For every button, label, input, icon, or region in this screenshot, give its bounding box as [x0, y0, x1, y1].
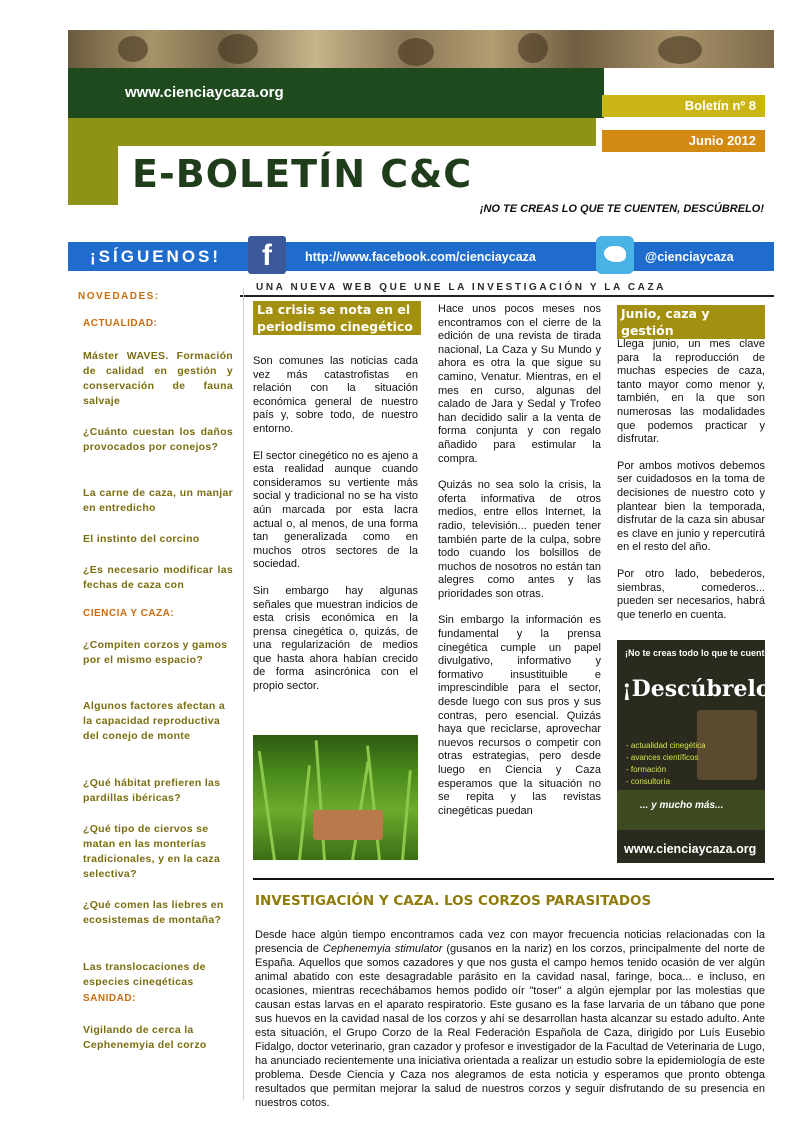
paragraph: Llega junio, un mes clave para la reproducción de muchas especies de caza, tanto mayor como menor y, también, en la que son numerosas las modalidades que podemos practicar y disfrutar. [617, 338, 765, 446]
promo-list-item: - avances científicos [626, 753, 699, 762]
article-column [438, 303, 601, 853]
grass-photo [253, 735, 418, 860]
sidebar-link[interactable]: ¿Es necesario modificar las fechas de caza con [83, 564, 233, 591]
facebook-icon[interactable]: f [248, 236, 286, 274]
paragraph: Hace unos pocos meses nos encontramos con el cierre de la edición de una revista de tirada nacional, La Caza y Su Mundo y ahora es otra la que sigue su camino, Venatur. Mientras, en el mes en curso, algunas del calado de Jara y Sedal y Trofeo han decidido salir a la venta de forma conjunta y con regalo añadido para estimular la compra. [438, 303, 601, 465]
sidebar-section-title: SANIDAD: [83, 993, 136, 1004]
paragraph: Quizás no sea solo la crisis, la oferta informativa de otros medios, entre ellos Internet, la radio, televisión... pueden tener también parte de la culpa, sobre todo cuando los bolsillos de muchos de nosotros no están tan alegres como antes y las prioridades son otras. [438, 479, 601, 600]
paragraph: Sin embargo la información es fundamental y la prensa cinegética cumple un papel divulgativo, informativo y formativo insustituible e imprescindible para el sector, desde luego con sus pros y sus contras, pero esencial. Quizás haya que reciclarse, aprovechar nuevos recursos o competir con otras estrategias, pero desde luego en Ciencia y Caza esperamos que la situación no se repita y las revistas cinegéticas puedan [438, 614, 601, 817]
promo-top-text: ¡No te creas todo lo que te cuenten! [625, 648, 779, 658]
sidebar-link[interactable]: El instinto del corcino [83, 533, 200, 545]
twitter-handle-link[interactable]: @cienciaycaza [645, 250, 734, 264]
issue-number: Boletín nº 8 [684, 98, 756, 113]
tagline: UNA NUEVA WEB QUE UNE LA INVESTIGACIÓN Y LA CAZA [256, 282, 666, 293]
site-url[interactable]: www.cienciaycaza.org [125, 84, 284, 101]
sidebar-link[interactable]: Algunos factores afectan a la capacidad reproductiva del conejo de monte [83, 700, 226, 742]
article-column [617, 338, 765, 635]
slogan: ¡NO TE CREAS LO QUE TE CUENTEN, DESCÚBRELO! [479, 203, 764, 215]
sidebar-link[interactable]: ¿Cuánto cuestan los daños provocados por conejos? [83, 426, 233, 453]
twitter-bird-icon [604, 246, 626, 262]
promo-more: ... y mucho más... [640, 800, 724, 811]
paragraph: El sector cinegético no es ajeno a esta realidad aunque cuando consideramos su vertiente más social y tradicional no se ha visto aún marcada por esta lacra actual o, al menos, de una forma tan generalizada como en muchos otros sectores de la sociedad. [253, 449, 418, 571]
body-text: (gusanos en la nariz) en los corzos, principalmente del norte de España. Aquellos que somos cazadores y que nos gusta el campo hemos tenido ocasión de ver algún animal abatido con este desagradable parásito en la cavidad nasal, faringe, boca... e incluso, en ocasiones, mientras recechábamos hemos podido oír "toser" a algún ejemplar por las molestias que causan estas larvas en el aparato respiratorio. Este gusano es la fase larvaria de un tábano que pone sus huevos en la cavidad nasal de los corzos y ahí se desarrollan hasta alcanzar su estado adulto. Ante esta situación, el Grupo Corzo de la Real Federación Española de Caza, dirigido por Luís Eusebio Fidalgo, doctor veterinario, gran cazador y profesor e investigador de la Facultad de Veterinaria de Lugo, ha anunciado recientemente una iniciativa orientada a realizar un estudio sobre la epidemiología de este problema. Desde Ciencia y Caza nos alegramos de esta noticia y esperamos que pronto obtenga resultados que permitan mejorar la salud de nuestros corzos y seguir disfrutando de su presencia en nuestros cotos. [255, 943, 765, 1109]
paragraph: Son comunes las noticias cada vez más catastrofistas en relación con la situación económica general de nuestro país y, sobre todo, de nuestro entorno. [253, 355, 418, 435]
article-headline: INVESTIGACIÓN Y CAZA. LOS CORZOS PARASITADOS [255, 893, 652, 909]
sidebar-link[interactable]: ¿Qué comen las liebres en ecosistemas de montaña? [83, 899, 224, 926]
article-body [255, 928, 765, 1110]
promo-list-item: - formación [626, 765, 667, 774]
sidebar-link[interactable]: Vigilando de cerca la Cephenemyia del corzo [83, 1024, 207, 1051]
sidebar-link[interactable]: Máster WAVES. Formación de calidad en gestión y conservación de fauna salvaje [83, 350, 233, 407]
promo-big-text: ¡Descúbrelo! [622, 676, 781, 702]
article-column [253, 355, 418, 707]
divider [240, 295, 774, 297]
promo-list [626, 740, 706, 788]
paragraph: Sin embargo hay algunas señales que muestran indicios de esta crisis económica en la prensa cinegética o, quizás, de una regularización de medios que hasta ahora habían crecido de forma asincrónica con el propio sector. [253, 584, 418, 693]
article-headline: Junio, caza y gestión [617, 305, 765, 339]
sidebar-section-title: ACTUALIDAD: [83, 318, 158, 329]
sidebar-section-title: CIENCIA Y CAZA: [83, 608, 175, 619]
sidebar-heading: NOVEDADES: [78, 291, 160, 302]
sidebar-link[interactable]: ¿Qué hábitat prefieren las pardillas ibéricas? [83, 777, 221, 804]
sidebar-link[interactable]: Las translocaciones de especies cinegéticas [83, 961, 206, 986]
promo-url[interactable]: www.cienciaycaza.org [624, 842, 757, 856]
page-title: E-BOLETÍN C&C [132, 152, 473, 196]
divider [253, 878, 774, 880]
facebook-link[interactable]: http://www.facebook.com/cienciaycaza [305, 250, 536, 264]
body-text: Desde hace algún tiempo encontramos cada vez con mayor frecuencia noticias relacionadas con la presencia de [255, 929, 765, 955]
promo-list-item: - consultoría [626, 777, 671, 786]
promo-list-item: - actualidad cinegética [626, 741, 706, 750]
article-headline: La crisis se nota en el periodismo cinegético [253, 301, 421, 335]
follow-us-label: ¡SÍGUENOS! [90, 247, 222, 266]
paragraph: Por ambos motivos debemos ser cuidadosos en la toma de decisiones de nuestro coto y plantear bien la temporada, disfrutar de la caza sin abusar es clave en junio y repercutirá en el resto del año. [617, 459, 765, 554]
sidebar-link[interactable]: La carne de caza, un manjar en entredicho [83, 487, 233, 514]
issue-date: Junio 2012 [688, 133, 756, 148]
sidebar-link[interactable]: ¿Compiten corzos y gamos por el mismo espacio? [83, 639, 228, 666]
species-name: Cephenemyia stimulator [322, 943, 443, 955]
sidebar-link[interactable]: ¿Qué tipo de ciervos se matan en las monterías tradicionales, y en la caza selectiva? [83, 823, 221, 880]
header-photo-strip [68, 30, 774, 68]
paragraph: Por otro lado, bebederos, siembras, comederos... pueden ser necesarios, habrá que tenerlo en cuenta. [617, 567, 765, 621]
